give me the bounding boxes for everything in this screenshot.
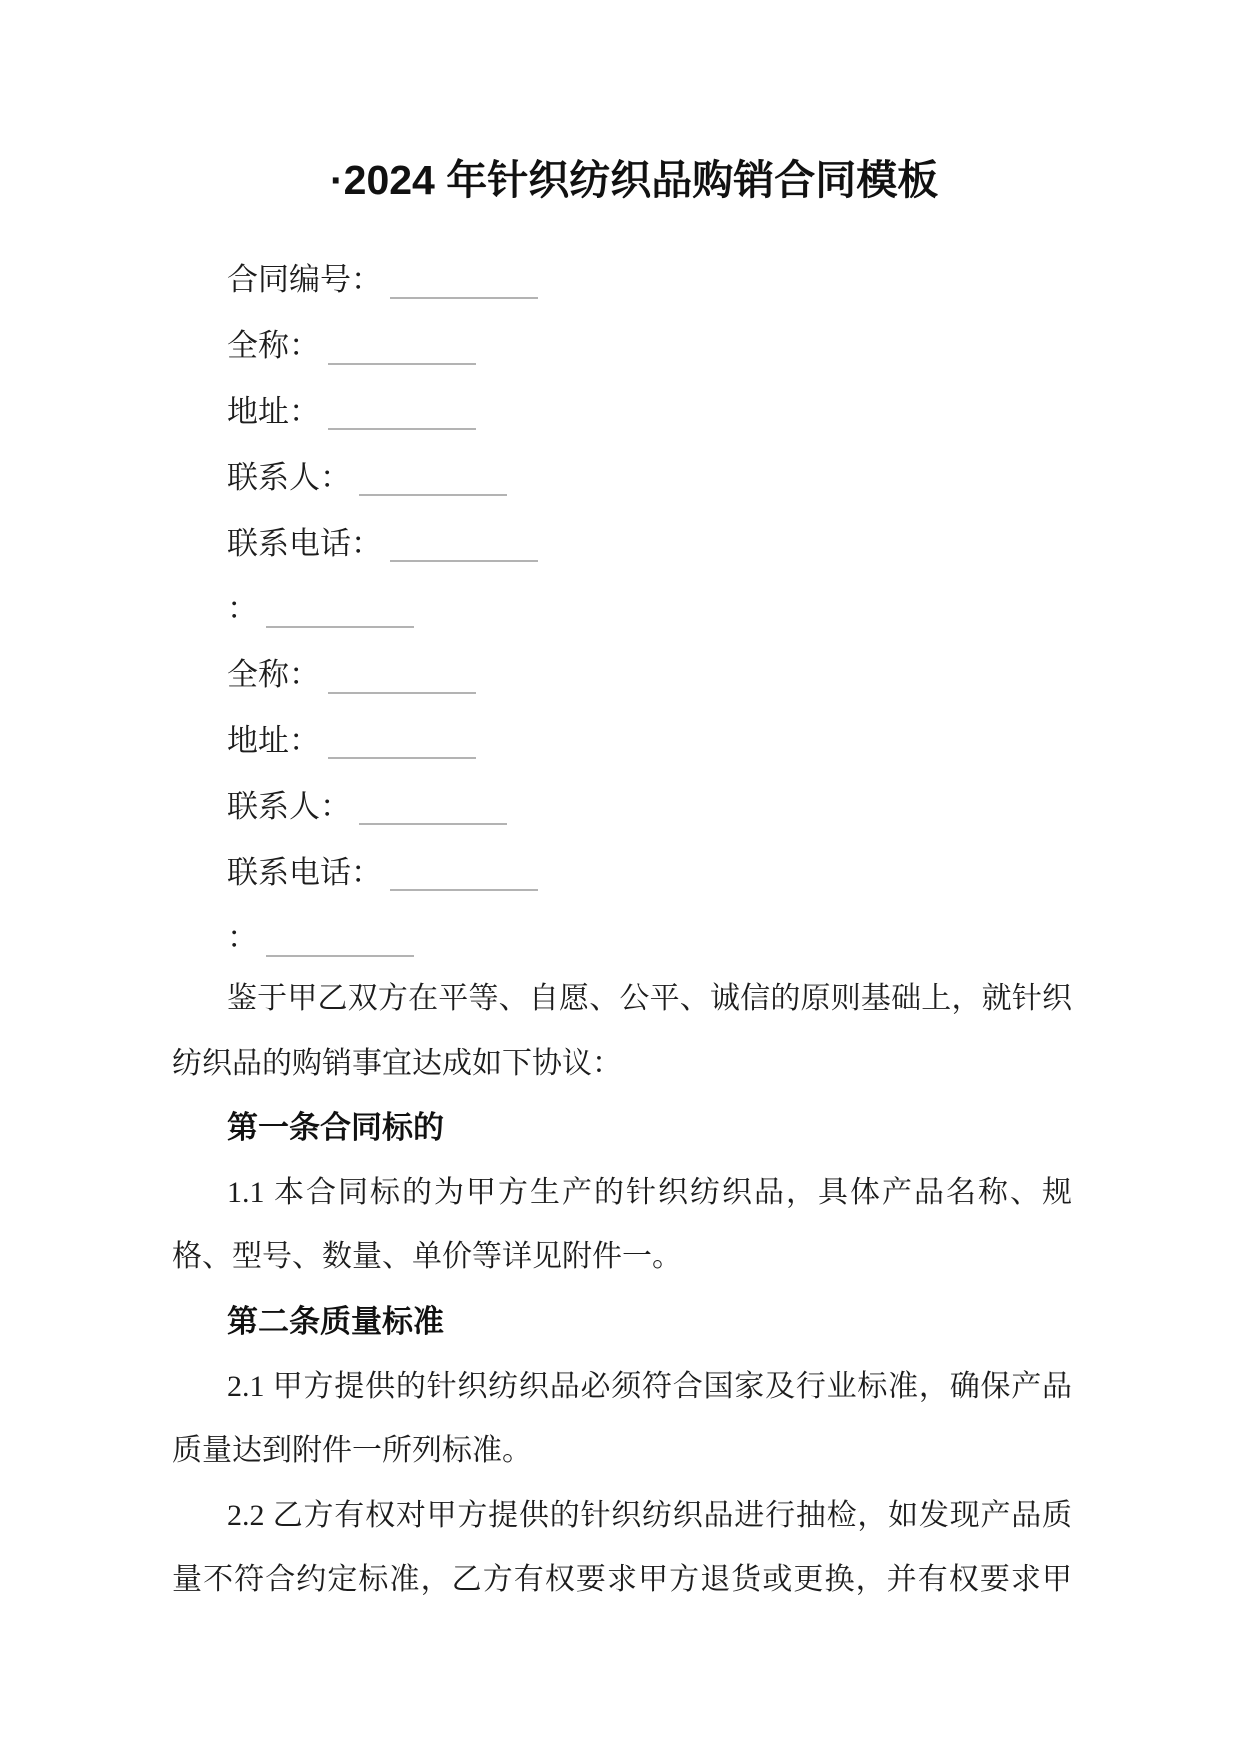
blank-underline [328, 715, 476, 759]
blank-underline [328, 650, 476, 694]
form-label: ： [227, 920, 258, 956]
clause-1-heading: 第一条合同标的 [227, 1110, 444, 1146]
blank-underline [390, 255, 538, 299]
blank-underline [328, 321, 476, 365]
form-label: 全称： [227, 328, 320, 364]
form-row-party-a-phone [172, 507, 1072, 573]
paragraph-line: 质量达到附件一所列标准。 [172, 1434, 532, 1468]
paragraph-line: 鉴于甲乙双方在平等、自愿、公平、诚信的原则基础上，就针织 [227, 982, 1072, 1015]
form-row-party-b-contact-person [172, 770, 1072, 836]
form-label: 地址： [227, 722, 320, 758]
form-row-party-b-full-name [172, 639, 1072, 705]
form-row-contract-number [172, 244, 1072, 310]
paragraph-line: 格、型号、数量、单价等详见附件一。 [172, 1240, 682, 1274]
paragraph-line: 量不符合约定标准，乙方有权要求甲方退货或更换，并有权要求甲 [172, 1563, 1072, 1597]
blank-underline [359, 452, 507, 496]
form-row-party-a-contact-person [172, 441, 1072, 507]
form-row-party-a-full-name [172, 310, 1072, 376]
form-row-party-a-address [172, 376, 1072, 442]
form-label: 全称： [227, 657, 320, 693]
form-label: 联系人： [227, 459, 351, 495]
blank-underline [266, 913, 414, 957]
form-row-colon-only-2 [172, 902, 1072, 968]
form-label: 联系电话： [227, 525, 382, 561]
document-title: ·2024 年针织纺织品购销合同模板 [330, 157, 939, 203]
clause-2-heading: 第二条质量标准 [227, 1303, 444, 1339]
form-row-colon-only-1 [172, 573, 1072, 639]
blank-underline [359, 781, 507, 825]
paragraph-line: 1.1 本合同标的为甲方生产的针织纺织品，具体产品名称、规 [227, 1175, 1072, 1209]
blank-underline [328, 386, 476, 430]
paragraph-line: 2.1 甲方提供的针织纺织品必须符合国家及行业标准，确保产品 [227, 1369, 1072, 1403]
form-label: ： [227, 591, 258, 627]
form-label: 联系人： [227, 788, 351, 824]
contract-body [172, 967, 1072, 1613]
form-label: 地址： [227, 393, 320, 429]
form-row-party-b-phone [172, 836, 1072, 902]
blank-underline [266, 584, 414, 628]
form-label: 联系电话： [227, 854, 382, 890]
form-row-party-b-address [172, 705, 1072, 771]
form-label: 合同编号： [227, 262, 382, 298]
paragraph-line: 2.2 乙方有权对甲方提供的针织纺织品进行抽检，如发现产品质 [227, 1498, 1072, 1532]
paragraph-line: 纺织品的购销事宜达成如下协议： [172, 1046, 622, 1080]
blank-underline [390, 518, 538, 562]
blank-underline [390, 847, 538, 891]
contract-header-form [172, 244, 1072, 968]
